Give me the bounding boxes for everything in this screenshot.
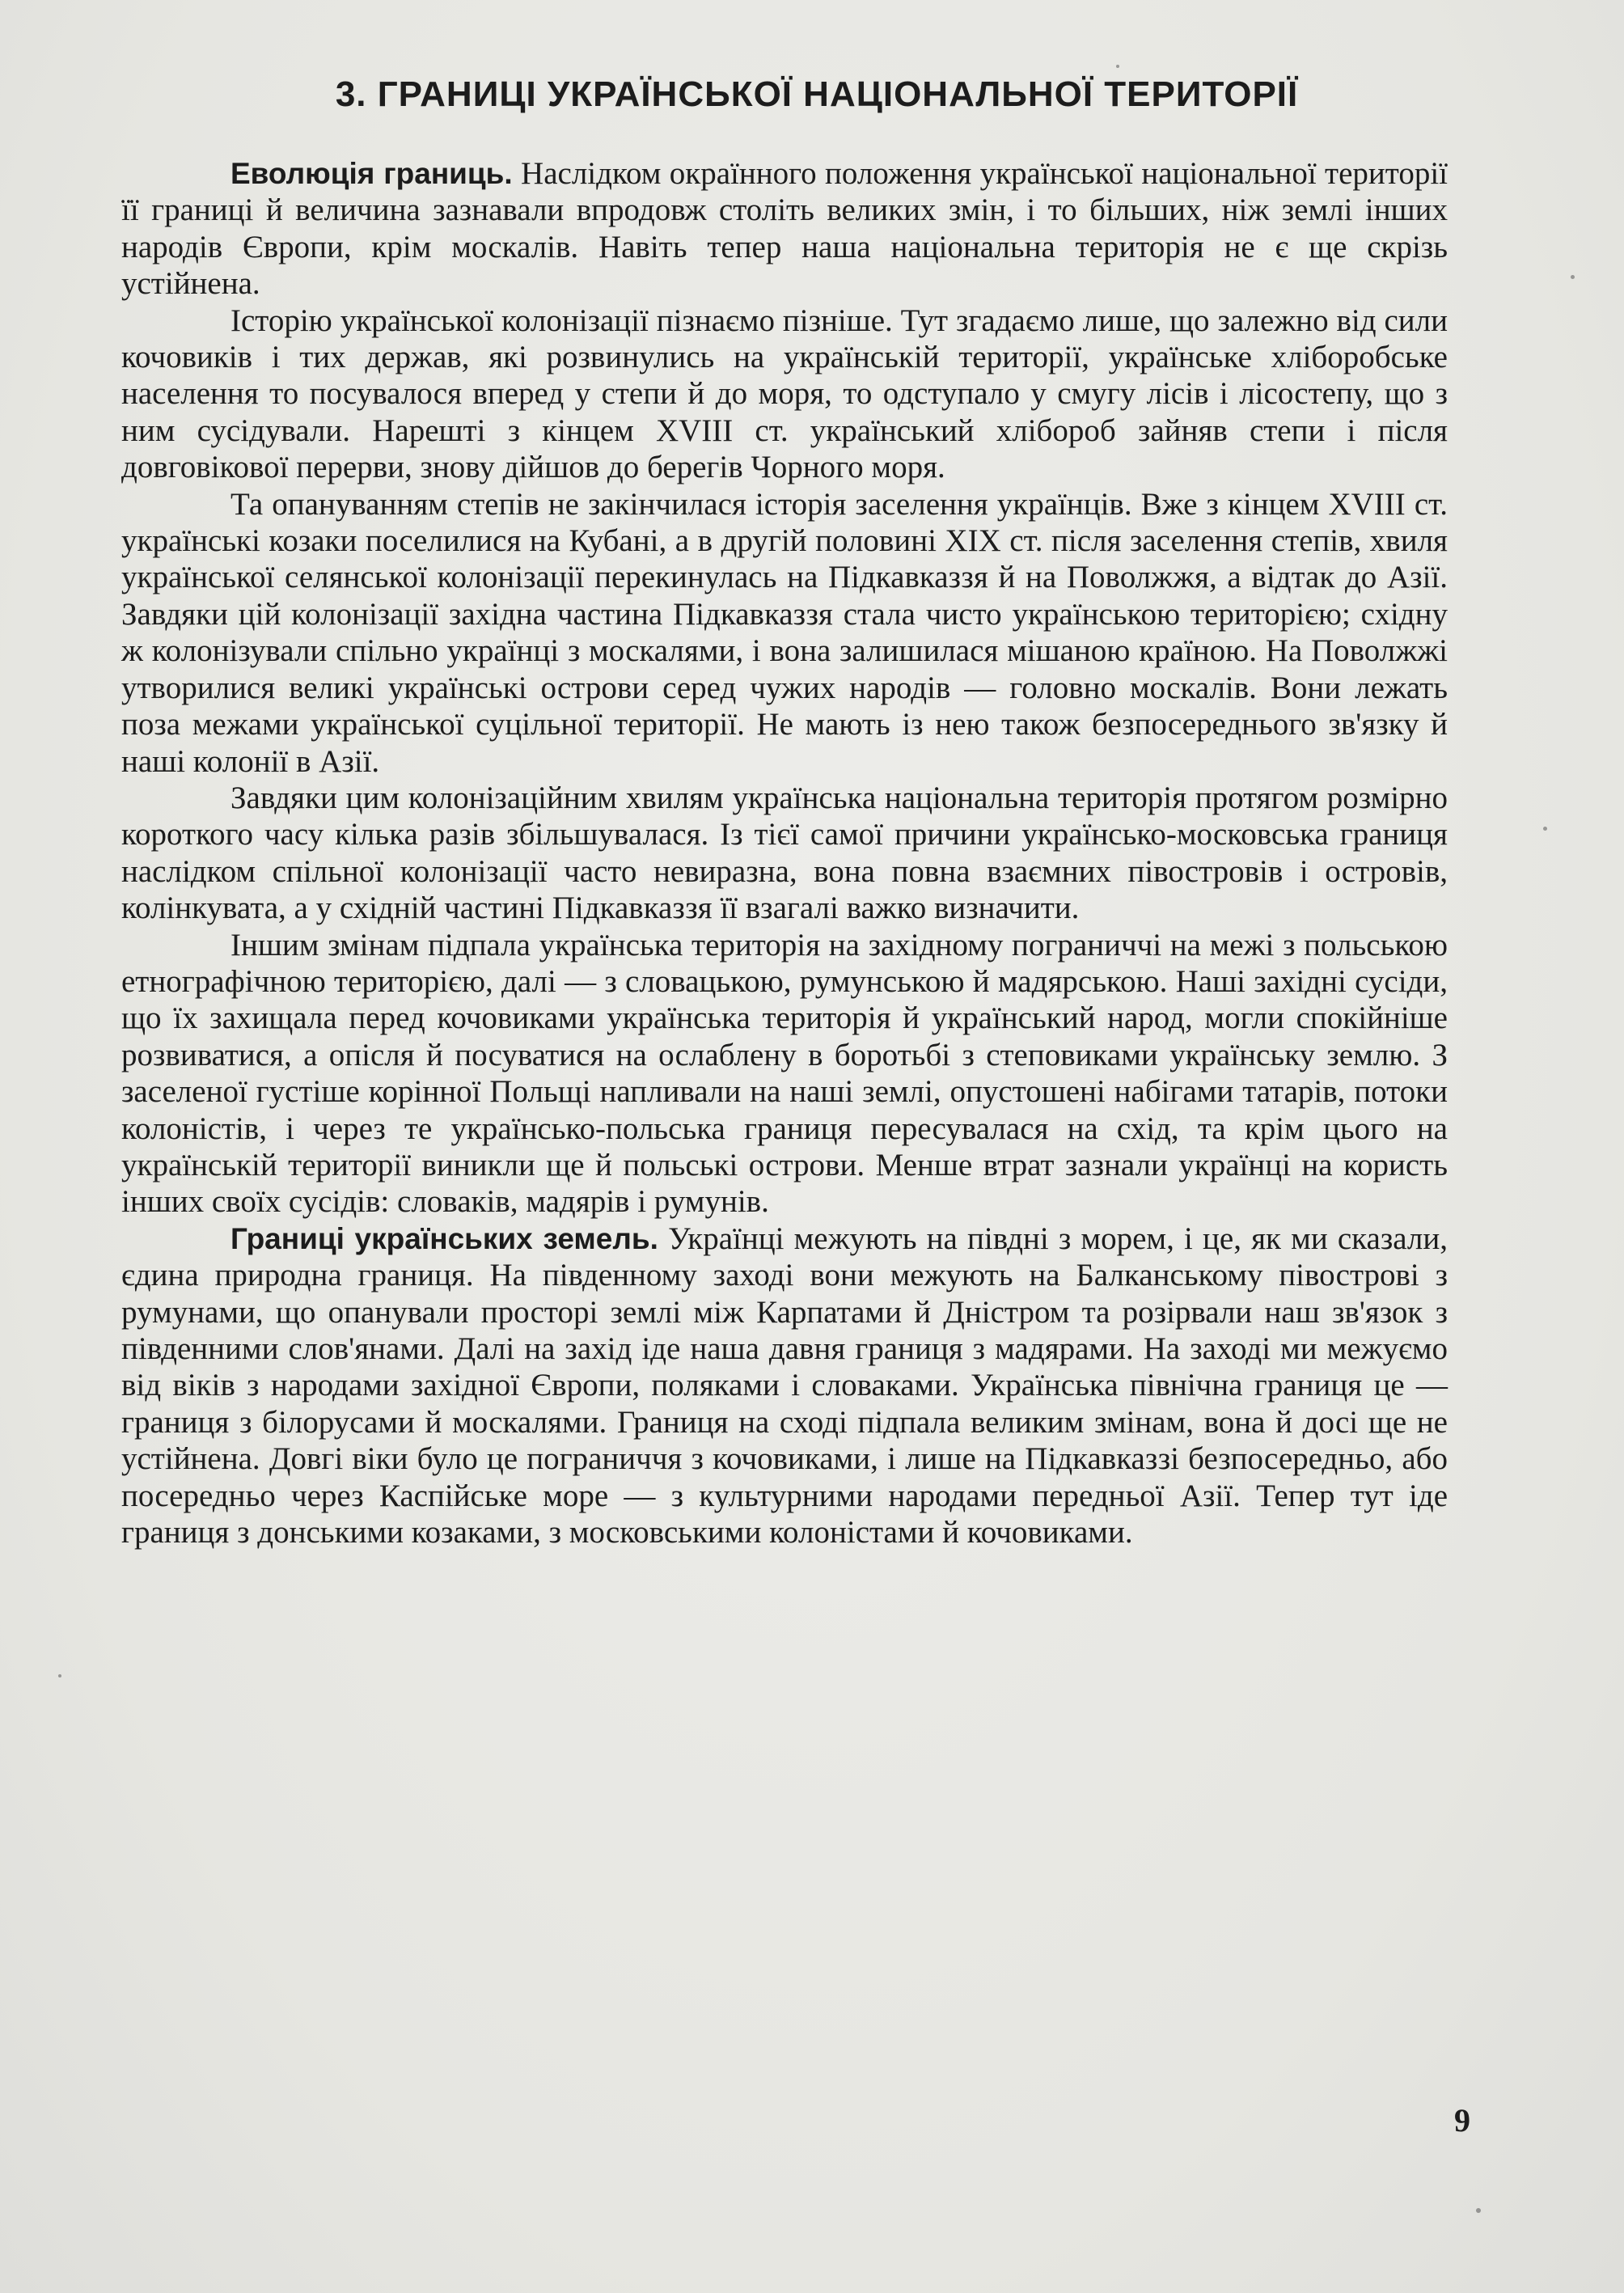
paragraph-evolution (121, 155, 1448, 302)
paragraph-text: Завдяки цим колонізаційним хвилям українська національна територія протягом розмірно короткого часу кілька разів збільшувалася. Із тієї самої причини українсько-московська границя наслідком спільної колонізації часто невиразна, вона повна взаємних півостровів і островів, колінкувата, а у східній частині Підкавказзя її взагалі важко визначити. (121, 780, 1448, 926)
paragraph-western-border (121, 927, 1448, 1221)
paragraph-territory-growth (121, 780, 1448, 927)
subheading-evolution: Еволюція границь. (230, 157, 513, 190)
scan-speck (1476, 2208, 1481, 2213)
paragraph-text: Наслідком окраїнного положення української національної території її границі й величина зазнавали впродовж століть великих змін, і то більших, ніж землі інших народів Європи, крім москалів. Навіть тепер наша національна територія не є ще скрізь устійнена. (121, 156, 1448, 302)
paragraph-borders (121, 1221, 1448, 1551)
paragraph-settlement (121, 486, 1448, 780)
paragraph-text: Історію української колонізації пізнаємо пізніше. Тут згадаємо лише, що залежно від сили кочовиків і тих держав, які розвинулись на українській території, українське хліборобське населення то посувалося вперед у степи й до моря, то одступало у смугу лісів і лісостепу, що з ним сусідували. Нарешті з кінцем XVIII ст. український хлібороб зайняв степи і після довговікової перерви, знову дійшов до берегів Чорного моря. (121, 302, 1448, 485)
section-heading: 3. ГРАНИЦІ УКРАЇНСЬКОЇ НАЦІОНАЛЬНОЇ ТЕРИТОРІЇ (335, 74, 1299, 114)
subheading-borders: Границі українських земель. (230, 1221, 658, 1255)
scan-speck (58, 1674, 61, 1677)
scan-speck (1543, 827, 1547, 831)
paragraph-text: Та опануванням степів не закінчилася історія заселення українців. Вже з кінцем XVIII ст. українські козаки поселилися на Кубані, а в другій половині XIX ст. після заселення степів, хвиля української селянської колонізації перекинулась на Підкавказзя й на Поволжжя, а відтак до Азії. Завдяки цій колонізації західна частина Підкавказзя стала чисто українською територією; східну ж колонізували спільно українці з москалями, і вона залишилася мішаною країною. На Поволжжі утворилися великі українські острови серед чужих народів — головно москалів. Вони лежать поза межами української суцільної території. Не мають із нею також безпосереднього зв'язку й наші колонії в Азії. (121, 486, 1448, 779)
scan-speck (1571, 275, 1575, 279)
paragraph-text: Іншим змінам підпала українська територія на західному пограниччі на межі з польською етнографічною територією, далі — з словацькою, румунською й мадярською. Наші західні сусіди, що їх захищала перед кочовиками українська територія й український народ, могли спокійніше розвиватися, а опісля й посуватися на ослаблену в боротьбі з степовиками українську землю. З заселеної густіше корінної Польщі напливали на наші землі, опустошені набігами татарів, потоки колоністів, і через те українсько-польська границя пересувалася на схід, та крім цього на українській території виникли ще й польські острови. Менше втрат зазнали українці на користь інших своїх сусідів: словаків, мадярів і румунів. (121, 927, 1448, 1220)
paragraph-text: Українці межують на півдні з морем, і це, як ми сказали, єдина природна границя. На південному заході вони межують на Балканському півострові з румунами, що опанували просторі землі між Карпатами й Дністром та розірвали наш зв'язок з південними слов'янами. Далі на захід іде наша давня границя з мадярами. На заході ми межуємо від віків з народами західної Європи, поляками і словаками. Українська північна границя це — границя з білорусами й москалями. Границя на сході підпала великим змінам, вона й досі ще не устійнена. Довгі віки було це пограниччя з кочовиками, і лише на Підкавказзі безпосередньо, або посередньо через Каспійське море — з культурними народами передньої Азії. Тепер тут іде границя з донськими козаками, з московськими колоністами й кочовиками. (121, 1221, 1448, 1551)
body-text (121, 155, 1448, 1551)
scan-speck (1116, 65, 1119, 68)
page-number: 9 (1454, 2102, 1470, 2139)
paragraph-colonization-history (121, 302, 1448, 486)
